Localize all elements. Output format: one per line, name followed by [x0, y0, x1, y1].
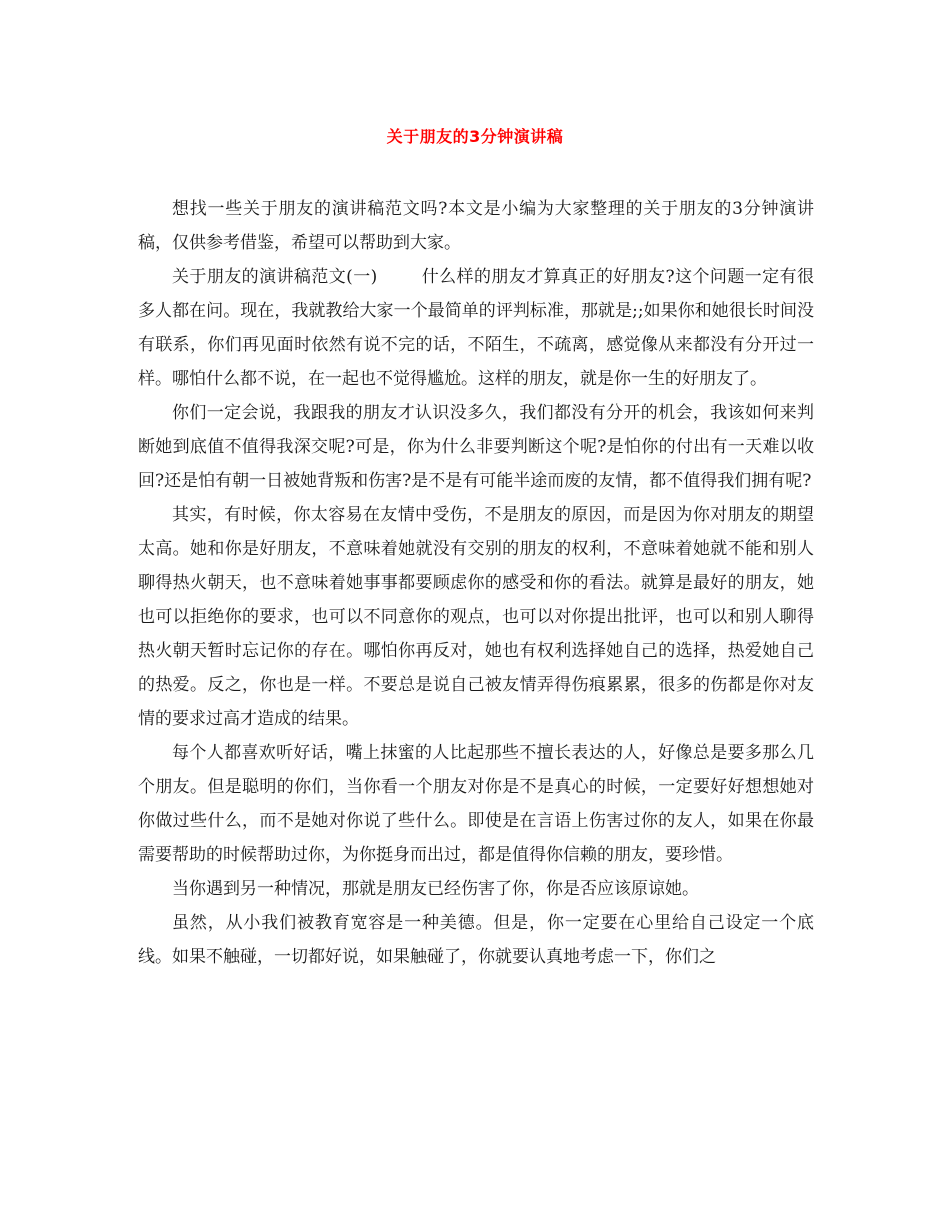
paragraph-bottom-line: 虽然，从小我们被教育宽容是一种美德。但是，你一定要在心里给自己设定一个底线。如果不触碰，一切都好说，如果触碰了，你就要认真地考虑一下，你们之 — [138, 913, 814, 967]
paragraph-forgiveness: 当你遇到另一种情况，那就是朋友已经伤害了你，你是否应该原谅她。 — [172, 879, 699, 899]
paragraph-intro: 想找一些关于朋友的演讲稿范文吗?本文是小编为大家整理的关于朋友的3分钟演讲稿，仅供参考借鉴，希望可以帮助到大家。 — [138, 199, 814, 253]
document-body — [138, 192, 814, 974]
paragraph-section-heading-and-lead — [138, 260, 814, 396]
paragraph-expectations: 其实，有时候，你太容易在友情中受伤，不是朋友的原因，而是因为你对朋友的期望太高。她和你是好朋友，不意味着她就没有交别的朋友的权利，不意味着她就不能和别人聊得热火朝天，也不意味着她事事都要顾虑你的感受和你的看法。就算是最好的朋友，她也可以拒绝你的要求，也可以不同意你的观点，也可以对你提出批评，也可以和别人聊得热火朝天暂时忘记你的存在。哪怕你再反对，她也有权利选择她自己的选择，热爱她自己的热爱。反之，你也是一样。不要总是说自己被友情弄得伤痕累累，很多的伤都是你对友情的要求过高才造成的结果。 — [138, 505, 814, 729]
paragraph-actions: 每个人都喜欢听好话，嘴上抹蜜的人比起那些不擅长表达的人，好像总是要多那么几个朋友。但是聪明的你们，当你看一个朋友对你是不是真心的时候，一定要好好想想她对你做过些什么，而不是她对你说了些什么。即使是在言语上伤害过你的友人，如果在你最需要帮助的时候帮助过你，为你挺身而出过，都是值得你信赖的朋友，要珍惜。 — [138, 743, 814, 865]
paragraph-judging: 你们一定会说，我跟我的朋友才认识没多久，我们都没有分开的机会，我该如何来判断她到底值不值得我深交呢?可是，你为什么非要判断这个呢?是怕你的付出有一天难以收回?还是怕有朝一日被她背叛和伤害?是不是有可能半途而废的友情，都不值得我们拥有呢? — [138, 403, 814, 491]
document-title: 关于朋友的3分钟演讲稿 — [386, 127, 564, 146]
paragraph-lead: 什么样的朋友才算真正的好朋友?这个问题一定有很多人都在问。现在，我就教给大家一个最简单的评判标准，那就是;;如果你和她很长时间没有联系，你们再见面时依然有说不完的话，不陌生，不疏离，感觉像从来都没有分开过一样。哪怕什么都不说，在一起也不觉得尴尬。这样的朋友，就是你一生的好朋友了。 — [138, 267, 814, 389]
section-heading: 关于朋友的演讲稿范文(一) — [172, 267, 378, 287]
